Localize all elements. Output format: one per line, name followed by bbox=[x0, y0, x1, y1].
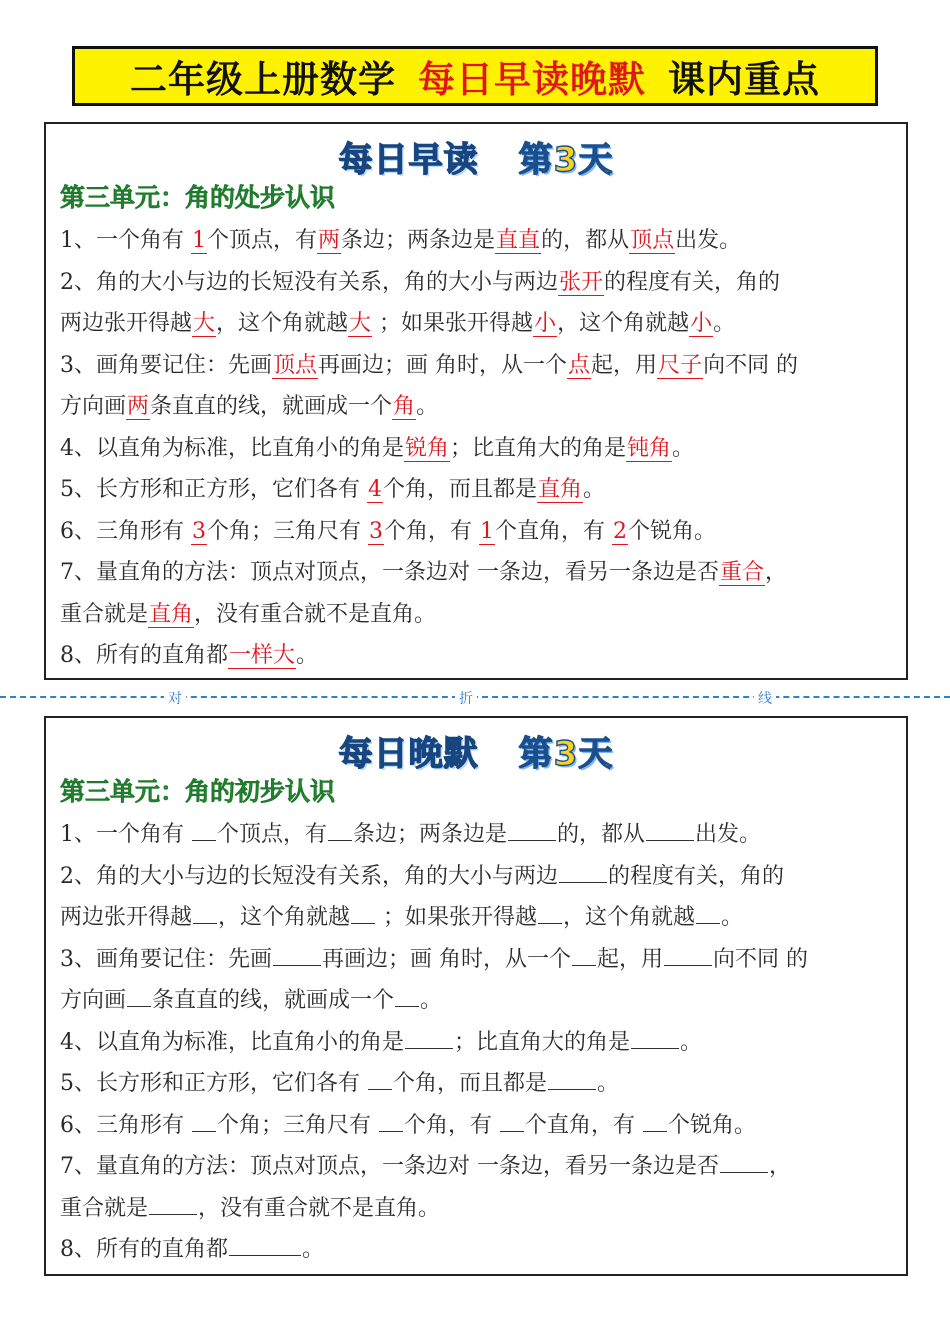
answer-blank bbox=[395, 984, 419, 1007]
banner-grade-title: 二年级上册数学 bbox=[130, 58, 396, 101]
line-text: 6、三角形有 bbox=[60, 518, 191, 544]
line-text: 方向画 bbox=[60, 988, 127, 1013]
line-text: 方向画 bbox=[60, 394, 127, 419]
fold-line-label: 对 bbox=[164, 688, 186, 708]
line-text: 7、量直角的方法：顶点对顶点，一条边对 一条边，看另一条边是否 bbox=[60, 560, 719, 585]
line-text: 两边张开得越 bbox=[60, 905, 193, 930]
answer-text: 两 bbox=[318, 228, 341, 253]
morning-unit-title: 第三单元：角的处步认识 bbox=[60, 183, 336, 212]
line-text: 8、所有的直角都 bbox=[60, 1237, 228, 1262]
line-text: 条直直的线，就画成一个 bbox=[150, 394, 393, 419]
answer-text: 3 bbox=[369, 518, 383, 544]
answer-blank bbox=[192, 818, 216, 841]
line-text: 。 bbox=[597, 1071, 620, 1096]
banner-focus-title: 课内重点 bbox=[668, 58, 820, 101]
line-text: ；如果张开得越 bbox=[372, 311, 534, 336]
evening-dictation-lines bbox=[60, 814, 896, 1271]
line-text: 个角，有 bbox=[384, 518, 479, 544]
text-line bbox=[60, 939, 896, 981]
line-text: 。 bbox=[713, 311, 736, 336]
answer-text: 直角 bbox=[149, 601, 194, 627]
line-text: 5、长方形和正方形，它们各有 bbox=[60, 477, 367, 502]
line-text: 4、以直角为标准，比直角小的角是 bbox=[60, 1029, 404, 1055]
answer-text: 顶点 bbox=[273, 352, 318, 378]
line-text: 重合就是 bbox=[60, 601, 149, 627]
morning-reading-heading: 每日早读 bbox=[338, 140, 479, 180]
line-text: 个锐角。 bbox=[628, 518, 717, 544]
line-text: 。 bbox=[296, 643, 319, 668]
line-text: ；如果张开得越 bbox=[376, 905, 538, 930]
line-text: 个角，而且都是 bbox=[393, 1071, 548, 1096]
line-text: 2、角的大小与边的长短没有关系，角的大小与两边 bbox=[60, 269, 558, 295]
line-text: 起，用 bbox=[597, 946, 664, 972]
line-text: 个锐角。 bbox=[668, 1112, 757, 1138]
answer-text: 点 bbox=[568, 352, 591, 378]
answer-text: 小 bbox=[534, 311, 557, 336]
line-text: ；比直角大的角是 bbox=[454, 1029, 631, 1055]
line-text: ；比直角大的角是 bbox=[450, 435, 627, 461]
morning-reading-panel bbox=[44, 122, 908, 680]
evening-dictation-heading: 每日晚默 bbox=[338, 734, 479, 774]
line-text: 再画边；画 角时，从一个 bbox=[318, 352, 568, 378]
answer-text: 张开 bbox=[559, 269, 604, 295]
line-text: 1、一个角有 bbox=[60, 228, 191, 253]
answer-blank bbox=[631, 1026, 679, 1049]
line-text: 个角；三角尺有 bbox=[207, 518, 368, 544]
answer-text: 一样大 bbox=[229, 643, 296, 668]
answer-blank bbox=[328, 818, 352, 841]
line-text: 再画边；画 角时，从一个 bbox=[322, 946, 571, 972]
answer-text: 1 bbox=[480, 518, 494, 544]
line-text: ，这个角就越 bbox=[563, 905, 696, 930]
answer-text: 小 bbox=[690, 311, 713, 336]
text-line bbox=[60, 635, 896, 677]
fold-line-label: 线 bbox=[754, 688, 776, 708]
line-text: 。 bbox=[583, 477, 606, 502]
line-text: 两边张开得越 bbox=[60, 311, 193, 336]
answer-blank bbox=[127, 984, 151, 1007]
answer-blank bbox=[229, 1233, 301, 1256]
line-text: 。 bbox=[680, 1029, 703, 1055]
line-text: 个直角，有 bbox=[525, 1112, 642, 1138]
answer-blank bbox=[559, 860, 607, 883]
line-text: ， bbox=[769, 1154, 792, 1179]
line-text: 6、三角形有 bbox=[60, 1112, 191, 1138]
evening-dictation-day: 第3天 bbox=[518, 734, 614, 774]
line-text: ， bbox=[765, 560, 788, 585]
answer-text: 锐角 bbox=[405, 435, 450, 461]
answer-blank bbox=[720, 1150, 768, 1173]
answer-blank bbox=[646, 818, 694, 841]
answer-blank bbox=[508, 818, 556, 841]
answer-text: 4 bbox=[368, 477, 382, 502]
line-text: 2、角的大小与边的长短没有关系，角的大小与两边 bbox=[60, 863, 558, 889]
answer-text: 直直 bbox=[496, 228, 541, 253]
answer-blank bbox=[193, 901, 217, 924]
line-text: 向不同 的 bbox=[713, 946, 809, 972]
answer-text: 大 bbox=[349, 311, 372, 336]
line-text: ，没有重合就不是直角。 bbox=[194, 601, 437, 627]
answer-text: 重合 bbox=[720, 560, 765, 585]
text-line bbox=[60, 1229, 896, 1271]
evening-dictation-panel bbox=[44, 716, 908, 1276]
answer-blank bbox=[548, 1067, 596, 1090]
line-text: 。 bbox=[302, 1237, 325, 1262]
text-line bbox=[60, 897, 896, 939]
answer-blank bbox=[351, 901, 375, 924]
line-text: 个顶点，有 bbox=[217, 822, 328, 847]
line-text: 4、以直角为标准，比直角小的角是 bbox=[60, 435, 404, 461]
line-text: 重合就是 bbox=[60, 1195, 149, 1221]
line-text: 。 bbox=[721, 905, 744, 930]
line-text: 个直角，有 bbox=[495, 518, 612, 544]
line-text: ，这个角就越 bbox=[218, 905, 351, 930]
text-line bbox=[60, 980, 896, 1022]
line-text: 。 bbox=[672, 435, 695, 461]
page-banner bbox=[72, 46, 878, 106]
line-text: 出发。 bbox=[695, 822, 762, 847]
evening-dictation-title bbox=[46, 726, 906, 774]
line-text: 。 bbox=[420, 988, 443, 1013]
line-text: 起，用 bbox=[591, 352, 658, 378]
answer-text: 3 bbox=[192, 518, 206, 544]
line-text: 条直直的线，就画成一个 bbox=[152, 988, 395, 1013]
answer-blank bbox=[192, 1109, 216, 1132]
text-line bbox=[60, 1146, 896, 1188]
line-text: 条边；两条边是 bbox=[341, 228, 496, 253]
line-text: 的程度有关，角的 bbox=[608, 863, 785, 889]
answer-blank bbox=[696, 901, 720, 924]
line-text: 的，都从 bbox=[557, 822, 646, 847]
text-line bbox=[60, 1063, 896, 1105]
line-text: ，这个角就越 bbox=[216, 311, 349, 336]
answer-text: 钝角 bbox=[627, 435, 672, 461]
answer-blank bbox=[500, 1109, 524, 1132]
evening-unit-title: 第三单元：角的初步认识 bbox=[60, 777, 336, 806]
answer-text: 2 bbox=[613, 518, 627, 544]
morning-reading-lines bbox=[60, 220, 896, 677]
answer-text: 1 bbox=[192, 228, 206, 253]
line-text: 向不同 的 bbox=[703, 352, 799, 378]
text-line bbox=[60, 511, 896, 553]
line-text: 3、画角要记住：先画 bbox=[60, 946, 272, 972]
line-text: 5、长方形和正方形，它们各有 bbox=[60, 1071, 367, 1096]
line-text: ，这个角就越 bbox=[557, 311, 690, 336]
line-text: 个角；三角尺有 bbox=[217, 1112, 378, 1138]
text-line bbox=[60, 1188, 896, 1230]
line-text: 。 bbox=[416, 394, 439, 419]
text-line bbox=[60, 552, 896, 594]
line-text: 7、量直角的方法：顶点对顶点，一条边对 一条边，看另一条边是否 bbox=[60, 1154, 719, 1179]
answer-blank bbox=[538, 901, 562, 924]
text-line bbox=[60, 469, 896, 511]
fold-line-label: 折 bbox=[455, 688, 477, 708]
line-text: 个顶点，有 bbox=[207, 228, 318, 253]
banner-routine-title: 每日早读晚默 bbox=[418, 58, 646, 101]
answer-blank bbox=[643, 1109, 667, 1132]
answer-text: 尺子 bbox=[658, 352, 703, 378]
line-text: 1、一个角有 bbox=[60, 822, 191, 847]
line-text: 的，都从 bbox=[541, 228, 630, 253]
answer-blank bbox=[368, 1067, 392, 1090]
text-line bbox=[60, 262, 896, 304]
answer-blank bbox=[664, 943, 712, 966]
morning-reading-title bbox=[46, 132, 906, 180]
answer-text: 两 bbox=[127, 394, 150, 419]
line-text: 8、所有的直角都 bbox=[60, 643, 228, 668]
text-line bbox=[60, 386, 896, 428]
line-text: 出发。 bbox=[675, 228, 742, 253]
answer-blank bbox=[572, 943, 596, 966]
text-line bbox=[60, 814, 896, 856]
text-line bbox=[60, 594, 896, 636]
text-line bbox=[60, 1022, 896, 1064]
answer-blank bbox=[273, 943, 321, 966]
line-text: 条边；两条边是 bbox=[353, 822, 508, 847]
text-line bbox=[60, 220, 896, 262]
line-text: ，没有重合就不是直角。 bbox=[198, 1195, 441, 1221]
morning-reading-day: 第3天 bbox=[518, 140, 614, 180]
text-line bbox=[60, 345, 896, 387]
text-line bbox=[60, 1105, 896, 1147]
answer-text: 直角 bbox=[538, 477, 583, 502]
answer-blank bbox=[149, 1192, 197, 1215]
text-line bbox=[60, 856, 896, 898]
answer-text: 大 bbox=[193, 311, 216, 336]
line-text: 的程度有关，角的 bbox=[604, 269, 781, 295]
line-text: 3、画角要记住：先画 bbox=[60, 352, 272, 378]
line-text: 个角，而且都是 bbox=[383, 477, 538, 502]
text-line bbox=[60, 303, 896, 345]
answer-text: 顶点 bbox=[630, 228, 675, 253]
answer-text: 角 bbox=[393, 394, 416, 419]
line-text: 个角，有 bbox=[404, 1112, 499, 1138]
answer-blank bbox=[405, 1026, 453, 1049]
text-line bbox=[60, 428, 896, 470]
answer-blank bbox=[379, 1109, 403, 1132]
